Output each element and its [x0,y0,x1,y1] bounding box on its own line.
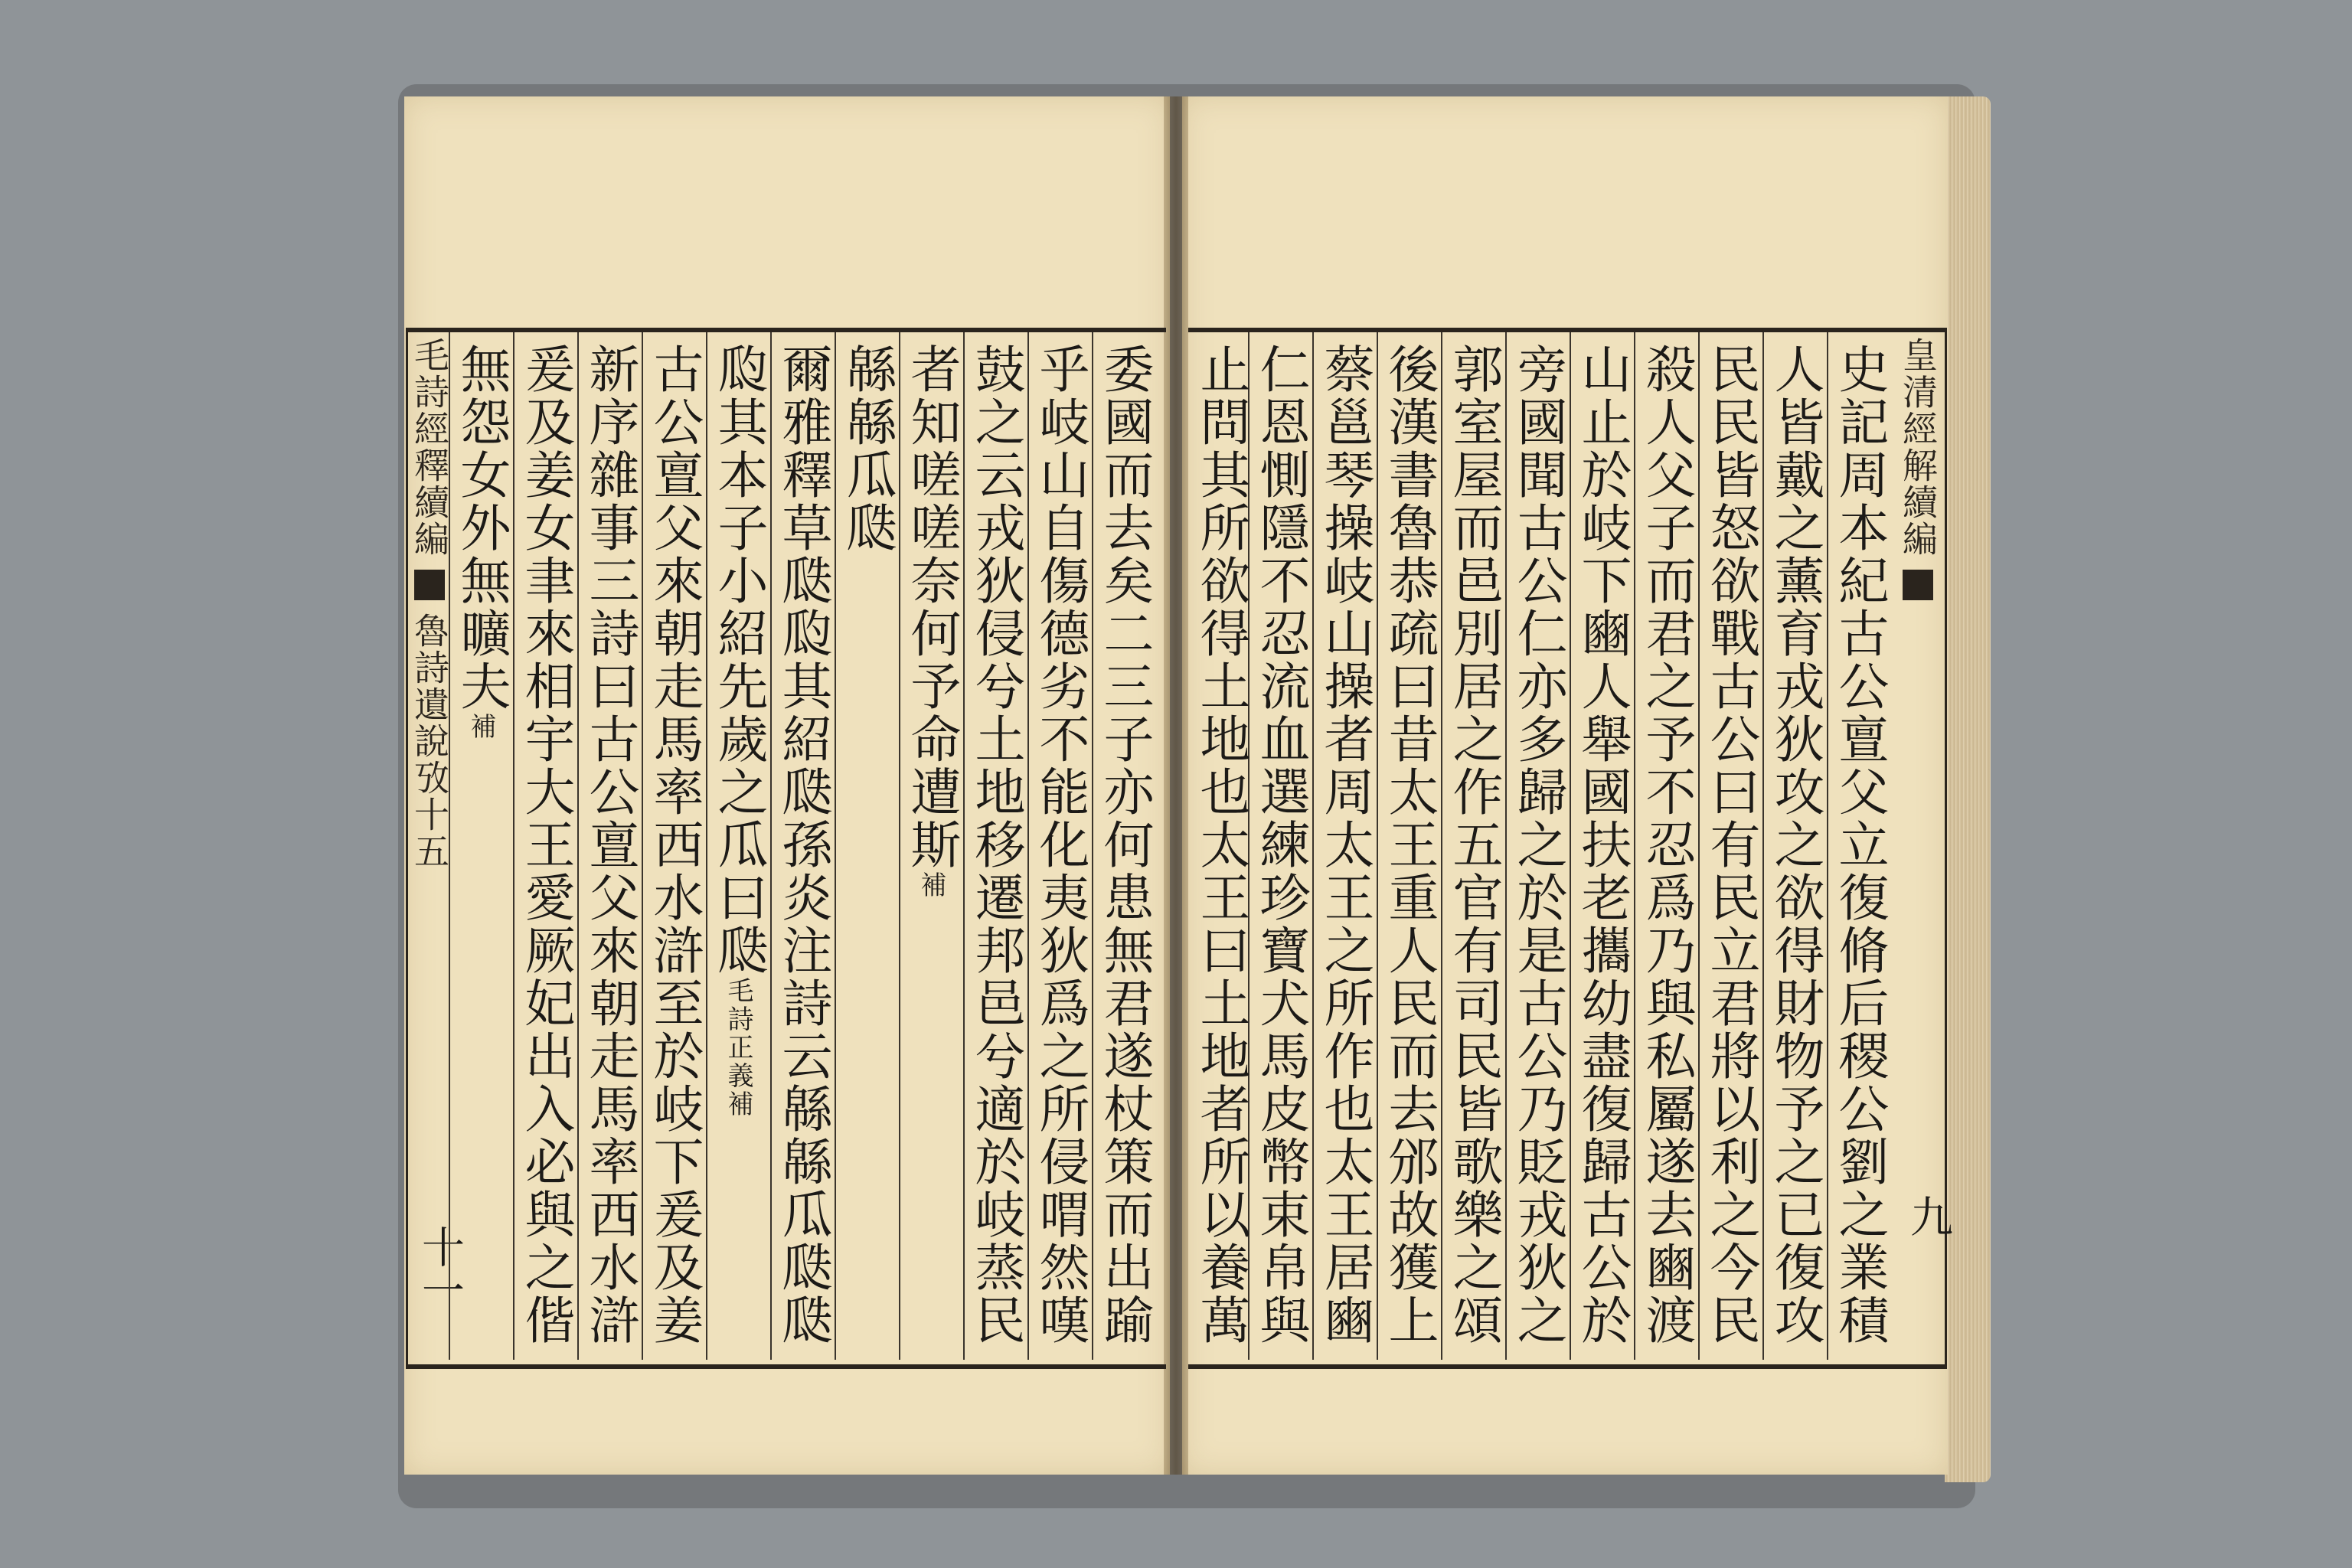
left-column-4 [899,332,963,1360]
left-column-9: 新序雜事三詩曰古公亶父來朝走馬率西水滸 [577,332,642,1360]
left-column-11-note: 補 [466,713,496,741]
left-column-1: 委國而去矣二三子亦何患無君遂杖策而出踰 [1092,332,1156,1360]
right-column-9: 蔡邕琴操岐山操者周太王之所作也太王居豳 [1312,332,1377,1360]
left-column-7-text: 瓝其本子小紹先歲之瓜曰瓞 [709,343,768,977]
left-column-4-text: 者知嗟嗟奈何予命遭斯 [902,343,961,871]
fish-tail-mark [414,570,445,600]
left-page-number: 十一 [415,1225,465,1311]
right-column-5: 山止於岐下豳人舉國扶老攜幼盡復歸古公於 [1570,332,1634,1360]
left-column-7-note-2: 義補 [723,1062,753,1119]
right-column-7: 郭室屋而邑別居之作五官有司民皆歌樂之頌 [1441,332,1505,1360]
fish-tail-mark [1903,570,1933,600]
right-column-1: 史記周本紀古公亶父立復脩后稷公劉之業積 [1827,332,1891,1360]
left-margin-title: 毛詩經釋續編 [409,337,450,557]
left-column-6: 爾雅釋草瓞瓝其紹瓞孫炎注詩云緜緜瓜瓞瓞 [770,332,835,1360]
right-column-8 [1377,332,1441,1360]
left-column-10: 爰及姜女聿來相宇大王愛厥妃出入必與之偕 [513,332,577,1360]
right-column-3: 民民皆怒欲戰古公曰有民立君將以利之今民 [1698,332,1762,1360]
left-column-2: 乎岐山自傷德劣不能化夷狄爲之所侵喟然嘆 [1027,332,1092,1360]
right-column-2: 人皆戴之薰育戎狄攻之欲得財物予之已復攻 [1762,332,1827,1360]
left-column-3: 鼓之云戎狄侵兮土地移遷邦邑兮適於岐蒸民 [963,332,1027,1360]
right-page-number: 九 [1903,1194,1953,1237]
left-margin-subtitle: 魯詩遺說攷十五 [409,612,450,870]
right-column-11: 止問其所欲得土地也太王曰土地者所以養萬 [1191,343,1250,1347]
right-column-4: 殺人父子而君之予不忍爲乃與私屬遂去豳渡 [1634,332,1698,1360]
left-column-11 [449,332,513,1360]
left-margin-strip [409,337,455,1355]
left-column-8: 古公亶父來朝走馬率西水滸至於岐下爰及姜 [642,332,706,1360]
left-column-4-note: 補 [916,871,946,900]
page-edges [1945,96,1991,1482]
right-column-10: 仁恩惻隱不忍流血選練珍寶犬馬皮幣束帛與 [1248,332,1312,1360]
left-column-7 [706,332,770,1360]
left-column-11-text: 無怨女外無曠夫 [452,343,511,713]
left-column-5: 緜緜瓜瓞 [835,332,899,1360]
right-margin-title: 皇清經解續編 [1897,337,1939,557]
right-column-8-text: 後漢書魯恭疏曰昔太王重人民而去邠故獲上 [1380,343,1439,1347]
left-column-7-note-1: 毛詩正 [723,977,753,1062]
right-column-6: 旁國聞古公仁亦多歸之於是古公乃貶戎狄之 [1505,332,1570,1360]
book-gutter [1164,96,1188,1475]
